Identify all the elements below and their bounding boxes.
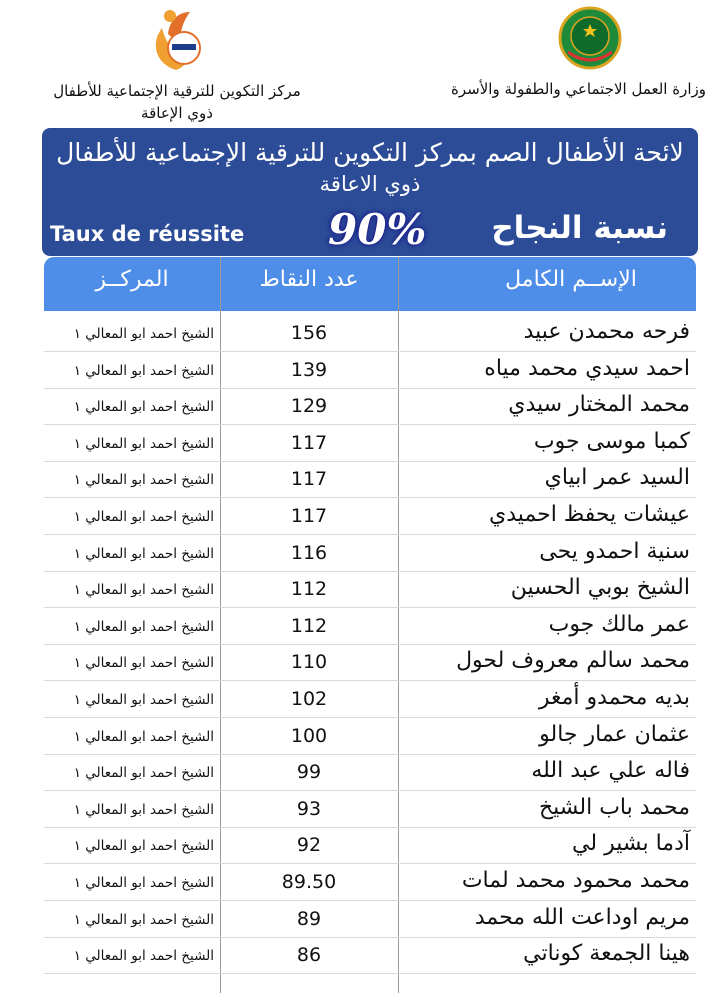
student-center: الشيخ احمد ابو المعالي ١ xyxy=(73,765,214,782)
table-row xyxy=(0,645,720,681)
student-name: محمد باب الشيخ xyxy=(538,794,690,820)
ministry-seal-icon xyxy=(558,6,622,70)
student-name: محمد سالم معروف لحول xyxy=(456,648,690,674)
student-center: الشيخ احمد ابو المعالي ١ xyxy=(73,545,214,562)
student-score: 102 xyxy=(290,688,328,710)
student-name: فاله علي عبد الله xyxy=(531,758,690,784)
student-center: الشيخ احمد ابو المعالي ١ xyxy=(73,582,214,599)
student-center: الشيخ احمد ابو المعالي ١ xyxy=(73,655,214,672)
student-score: 117 xyxy=(290,431,328,454)
student-center: الشيخ احمد ابو المعالي ١ xyxy=(73,838,214,855)
banner-subtitle: ذوي الاعاقة xyxy=(319,172,421,196)
student-center: الشيخ احمد ابو المعالي ١ xyxy=(73,948,214,965)
student-name: هينا الجمعة كوناتي xyxy=(523,941,690,967)
table-row xyxy=(0,719,720,755)
banner-title: لائحة الأطفال الصم بمركز التكوين للترقية الإجتماعية للأطفال xyxy=(56,138,684,167)
table-row xyxy=(0,316,720,352)
student-name: محمد المختار سيدي xyxy=(508,392,690,418)
table-row xyxy=(0,682,720,718)
center-name-line2: ذوي الإعاقة xyxy=(141,104,213,122)
success-rate-value: 90% xyxy=(328,205,427,254)
student-score: 110 xyxy=(290,651,328,674)
student-name: احمد سيدي محمد مياه xyxy=(484,355,690,381)
table-header xyxy=(44,257,696,311)
ministry-name: وزارة العمل الاجتماعي والطفولة والأسرة xyxy=(451,80,706,98)
student-score: 89 xyxy=(296,907,322,930)
student-name: مريم اوداعت الله محمد xyxy=(474,904,690,930)
table-row xyxy=(0,499,720,535)
table-row xyxy=(0,353,720,389)
student-center: الشيخ احمد ابو المعالي ١ xyxy=(73,618,214,635)
student-name: عيشات يحفظ احميدي xyxy=(489,502,690,527)
student-name: سنية احمدو يحى xyxy=(539,538,690,564)
table-row xyxy=(0,389,720,425)
student-score: 86 xyxy=(296,944,322,967)
table-row xyxy=(0,865,720,901)
student-score: 116 xyxy=(290,541,328,564)
student-center: الشيخ احمد ابو المعالي ١ xyxy=(73,875,214,891)
student-score: 100 xyxy=(290,724,328,747)
student-score: 112 xyxy=(290,614,328,637)
column-header-score: عدد النقاط xyxy=(259,267,359,292)
student-center: الشيخ احمد ابو المعالي ١ xyxy=(73,326,214,342)
table-row xyxy=(0,426,720,462)
student-score: 93 xyxy=(296,797,322,820)
center-name xyxy=(22,80,332,124)
student-name: الشيخ بوبي الحسين xyxy=(510,575,690,601)
student-name: عثمان عمار جالو xyxy=(539,721,690,747)
student-center: الشيخ احمد ابو المعالي ١ xyxy=(73,472,214,489)
student-name: آدما بشير لي xyxy=(572,831,690,857)
table-row xyxy=(0,902,720,938)
student-score: 156 xyxy=(290,322,328,344)
student-center: الشيخ احمد ابو المعالي ١ xyxy=(73,362,214,379)
student-name: كمبا موسى جوب xyxy=(533,428,690,454)
student-center: الشيخ احمد ابو المعالي ١ xyxy=(73,728,214,745)
table-row xyxy=(0,755,720,791)
column-header-center: المركــز xyxy=(95,267,169,292)
student-score: 129 xyxy=(290,395,328,418)
student-score: 89.50 xyxy=(281,871,337,893)
student-center: الشيخ احمد ابو المعالي ١ xyxy=(73,911,214,928)
table-row xyxy=(0,828,720,864)
column-header-name: الإســم الكامل xyxy=(505,267,637,292)
table-row xyxy=(0,536,720,572)
table-row xyxy=(0,792,720,828)
student-name: بديه محمدو أمغر xyxy=(538,685,690,710)
student-score: 112 xyxy=(290,578,328,601)
student-name: فرحه محمدن عبيد xyxy=(523,319,690,344)
training-center-logo-icon xyxy=(140,4,212,76)
table-row xyxy=(0,609,720,645)
success-rate-label-fr: Taux de réussite xyxy=(50,222,245,246)
center-name-line1: مركز التكوين للترقية الإجتماعية للأطفال xyxy=(53,82,301,100)
student-center: الشيخ احمد ابو المعالي ١ xyxy=(73,399,214,416)
student-name: محمد محمود محمد لمات xyxy=(461,868,690,893)
student-center: الشيخ احمد ابو المعالي ١ xyxy=(73,801,214,818)
student-center: الشيخ احمد ابو المعالي ١ xyxy=(73,435,214,452)
student-score: 139 xyxy=(290,358,328,381)
student-center: الشيخ احمد ابو المعالي ١ xyxy=(73,509,214,525)
student-score: 117 xyxy=(290,505,328,527)
table-row xyxy=(0,572,720,608)
student-name: عمر مالك جوب xyxy=(548,611,690,637)
table-row xyxy=(0,938,720,974)
table-row xyxy=(0,462,720,498)
student-score: 99 xyxy=(296,761,322,784)
student-name: السيد عمر ابياي xyxy=(544,465,690,491)
student-score: 117 xyxy=(290,468,328,491)
student-center: الشيخ احمد ابو المعالي ١ xyxy=(73,692,214,708)
success-rate-label-ar: نسبة النجاح xyxy=(491,210,668,246)
student-score: 92 xyxy=(296,834,322,857)
